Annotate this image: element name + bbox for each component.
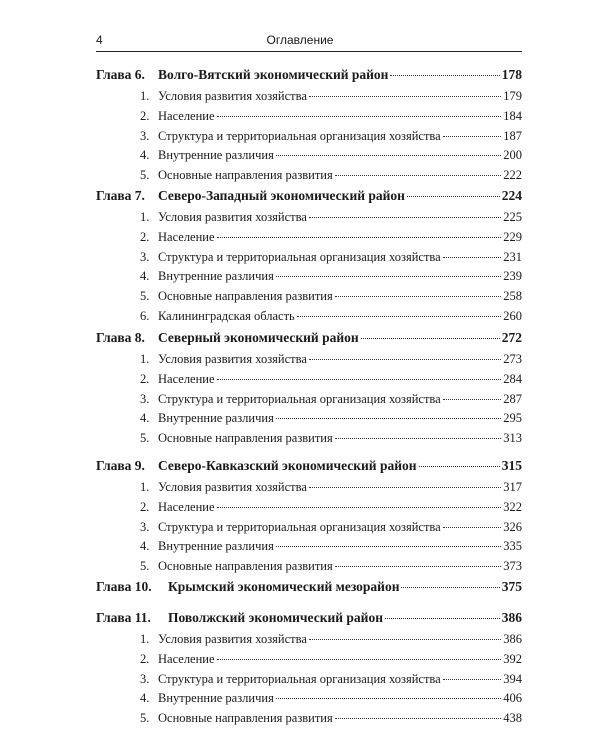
section-number: 2. [140, 229, 150, 244]
toc-section-entry[interactable] [140, 148, 522, 163]
toc-section-entry[interactable] [140, 109, 522, 124]
running-title: Оглавление [266, 33, 334, 47]
toc-section-entry[interactable] [140, 480, 522, 495]
section-title: Основные направления развития [158, 289, 333, 304]
toc-section-entry[interactable] [140, 711, 522, 726]
dot-leader [217, 237, 502, 238]
toc-chapter-entry[interactable] [96, 188, 522, 204]
dot-leader [443, 136, 502, 137]
toc-section-entry[interactable] [140, 89, 522, 104]
dot-leader [419, 466, 500, 467]
toc-section-entry[interactable] [140, 392, 522, 407]
section-title: Структура и территориальная организация хозяйства [158, 519, 441, 534]
section-number: 4. [140, 539, 150, 554]
section-page-number: 273 [503, 352, 522, 366]
section-page-number: 222 [503, 168, 522, 183]
toc-section-entry[interactable] [140, 129, 522, 144]
section-number: 1. [140, 89, 150, 103]
toc-section-entry[interactable] [140, 411, 522, 426]
section-page-number: 258 [503, 289, 522, 304]
section-title: Условия развития хозяйства [158, 480, 307, 494]
dot-leader [276, 418, 501, 419]
section-page-number: 287 [503, 391, 522, 406]
section-page-number: 225 [503, 210, 522, 224]
section-page-number: 179 [503, 89, 522, 103]
section-page-number: 317 [503, 480, 522, 494]
toc-section-entry[interactable] [140, 289, 522, 304]
section-number: 5. [140, 431, 150, 446]
chapter-page-number: 224 [501, 188, 522, 203]
section-number: 5. [140, 289, 150, 304]
section-number: 4. [140, 148, 150, 163]
dot-leader [385, 618, 500, 619]
section-number: 2. [140, 371, 150, 386]
toc-section-entry[interactable] [140, 652, 522, 667]
toc-chapter-entry[interactable] [96, 458, 522, 474]
section-title: Структура и территориальная организация хозяйства [158, 128, 441, 143]
section-title: Внутренние различия [158, 539, 274, 554]
chapter-page-number: 315 [501, 458, 522, 473]
toc-chapter-entry[interactable] [96, 330, 522, 346]
chapter-page-number: 178 [501, 67, 522, 82]
toc-section-entry[interactable] [140, 500, 522, 515]
section-title: Население [158, 371, 215, 386]
section-title: Условия развития хозяйства [158, 89, 307, 103]
section-title: Калининградская область [158, 309, 295, 323]
toc-section-entry[interactable] [140, 672, 522, 687]
section-page-number: 406 [503, 691, 522, 706]
section-number: 2. [140, 651, 150, 666]
section-page-number: 184 [503, 108, 522, 123]
dot-leader [276, 546, 501, 547]
section-page-number: 295 [503, 411, 522, 426]
chapter-title: Северо-Кавказский экономический район [158, 458, 417, 473]
dot-leader [335, 438, 502, 439]
section-title: Условия развития хозяйства [158, 632, 307, 646]
toc-section-entry[interactable] [140, 372, 522, 387]
dot-leader [217, 659, 502, 660]
chapter-title: Поволжский экономический район [168, 610, 383, 625]
dot-leader [335, 175, 502, 176]
section-title: Условия развития хозяйства [158, 210, 307, 224]
dot-leader [276, 698, 501, 699]
toc-section-entry[interactable] [140, 691, 522, 706]
section-page-number: 313 [503, 431, 522, 446]
section-number: 3. [140, 519, 150, 534]
dot-leader [361, 338, 500, 339]
section-number: 1. [140, 632, 150, 646]
chapter-title: Северный экономический район [158, 330, 359, 345]
toc-section-entry[interactable] [140, 632, 522, 647]
toc-chapter-entry[interactable] [96, 579, 522, 595]
dot-leader [390, 75, 499, 76]
toc-section-entry[interactable] [140, 309, 522, 324]
dot-leader [217, 507, 502, 508]
chapter-label: Глава 6. [96, 67, 145, 82]
section-number: 4. [140, 691, 150, 706]
dot-leader [401, 587, 499, 588]
dot-leader [297, 316, 501, 317]
dot-leader [335, 296, 502, 297]
section-title: Структура и территориальная организация хозяйства [158, 391, 441, 406]
section-title: Внутренние различия [158, 269, 274, 284]
section-page-number: 438 [503, 711, 522, 726]
section-page-number: 229 [503, 229, 522, 244]
toc-section-entry[interactable] [140, 269, 522, 284]
dot-leader [443, 679, 502, 680]
chapter-label: Глава 7. [96, 188, 145, 203]
section-page-number: 386 [503, 632, 522, 646]
chapter-title: Северо-Западный экономический район [158, 188, 405, 203]
section-number: 1. [140, 480, 150, 494]
section-number: 4. [140, 411, 150, 426]
section-title: Население [158, 108, 215, 123]
section-page-number: 373 [503, 559, 522, 574]
section-title: Внутренние различия [158, 691, 274, 706]
chapter-label: Глава 11. [96, 610, 151, 625]
dot-leader [335, 718, 502, 719]
page-number: 4 [96, 33, 103, 47]
section-title: Условия развития хозяйства [158, 352, 307, 366]
toc-chapter-entry[interactable] [96, 67, 522, 83]
section-title: Структура и территориальная организация хозяйства [158, 249, 441, 264]
section-number: 3. [140, 671, 150, 686]
dot-leader [309, 217, 501, 218]
section-page-number: 239 [503, 269, 522, 284]
section-number: 2. [140, 108, 150, 123]
section-page-number: 187 [503, 128, 522, 143]
toc-section-entry[interactable] [140, 352, 522, 367]
dot-leader [276, 155, 501, 156]
section-number: 2. [140, 499, 150, 514]
section-page-number: 392 [503, 651, 522, 666]
chapter-page-number: 386 [501, 610, 522, 625]
section-number: 6. [140, 309, 150, 323]
dot-leader [309, 96, 501, 97]
chapter-label: Глава 10. [96, 579, 152, 594]
dot-leader [443, 399, 502, 400]
section-number: 3. [140, 391, 150, 406]
section-number: 1. [140, 210, 150, 224]
dot-leader [276, 276, 501, 277]
section-page-number: 335 [503, 539, 522, 554]
toc-section-entry[interactable] [140, 168, 522, 183]
toc-chapter-entry[interactable] [96, 610, 522, 626]
section-title: Население [158, 499, 215, 514]
toc-section-entry[interactable] [140, 230, 522, 245]
section-page-number: 260 [503, 309, 522, 323]
section-number: 5. [140, 559, 150, 574]
toc-section-entry[interactable] [140, 431, 522, 446]
section-number: 5. [140, 711, 150, 726]
toc-section-entry[interactable] [140, 520, 522, 535]
section-number: 4. [140, 269, 150, 284]
section-number: 5. [140, 168, 150, 183]
section-number: 3. [140, 128, 150, 143]
dot-leader [309, 487, 501, 488]
section-page-number: 284 [503, 371, 522, 386]
toc-section-entry[interactable] [140, 559, 522, 574]
chapter-label: Глава 8. [96, 330, 145, 345]
dot-leader [217, 116, 502, 117]
dot-leader [309, 639, 501, 640]
chapter-title: Крымский экономический мезорайон [168, 579, 400, 594]
section-title: Основные направления развития [158, 431, 333, 446]
chapter-page-number: 375 [501, 579, 522, 594]
chapter-page-number: 272 [501, 330, 522, 345]
section-page-number: 200 [503, 148, 522, 163]
toc-section-entry[interactable] [140, 210, 522, 225]
dot-leader [335, 566, 502, 567]
section-title: Внутренние различия [158, 411, 274, 426]
section-title: Внутренние различия [158, 148, 274, 163]
dot-leader [217, 379, 502, 380]
toc-section-entry[interactable] [140, 250, 522, 265]
section-number: 1. [140, 352, 150, 366]
section-title: Основные направления развития [158, 559, 333, 574]
chapter-title: Волго-Вятский экономический район [158, 67, 389, 82]
chapter-label: Глава 9. [96, 458, 145, 473]
dot-leader [443, 257, 502, 258]
section-title: Структура и территориальная организация хозяйства [158, 671, 441, 686]
section-page-number: 322 [503, 499, 522, 514]
section-page-number: 231 [503, 249, 522, 264]
section-title: Основные направления развития [158, 168, 333, 183]
section-number: 3. [140, 249, 150, 264]
section-title: Население [158, 651, 215, 666]
toc-section-entry[interactable] [140, 539, 522, 554]
section-title: Основные направления развития [158, 711, 333, 726]
section-page-number: 394 [503, 671, 522, 686]
section-page-number: 326 [503, 519, 522, 534]
dot-leader [443, 527, 502, 528]
dot-leader [309, 359, 501, 360]
dot-leader [407, 196, 500, 197]
section-title: Население [158, 229, 215, 244]
